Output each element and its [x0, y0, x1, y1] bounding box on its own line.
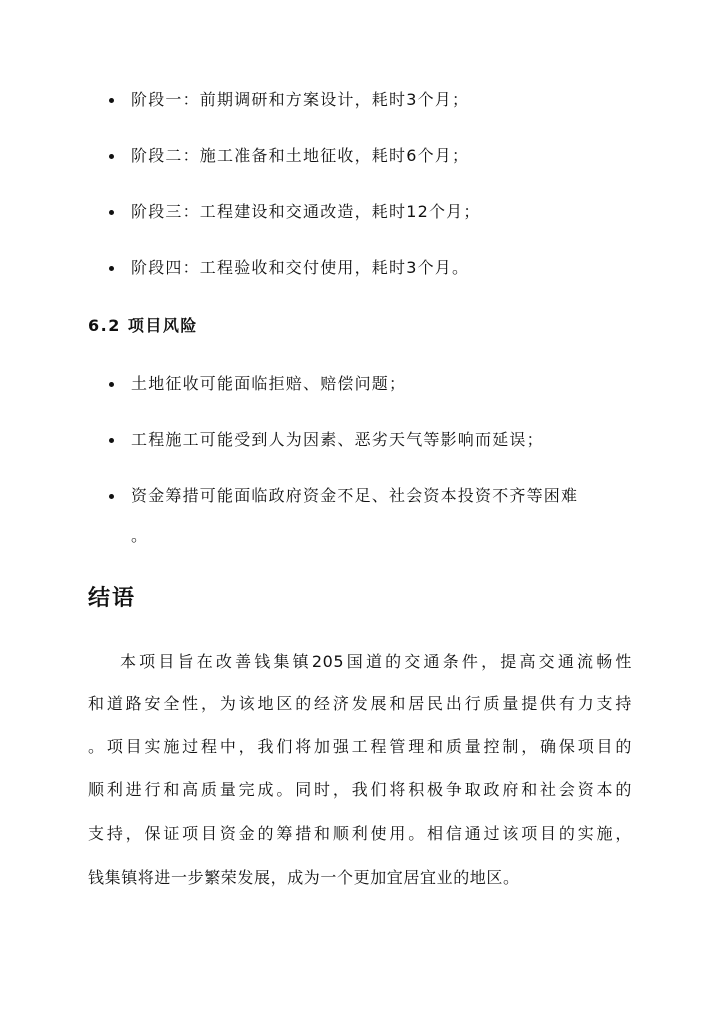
phase-text: 阶段二：施工准备和土地征收，耗时6个月；: [131, 146, 470, 165]
bullet-icon: [109, 494, 114, 499]
bullet-icon: [109, 210, 114, 215]
paragraph-line: 。项目实施过程中，我们将加强工程管理和质量控制，确保项目的: [88, 737, 632, 756]
bullet-icon: [109, 266, 114, 271]
bullet-icon: [109, 154, 114, 159]
phase-text: 阶段四：工程验收和交付使用，耗时3个月。: [131, 258, 470, 277]
list-item: [0, 198, 720, 226]
bullet-icon: [109, 438, 114, 443]
risk-text-continuation: 。: [131, 526, 149, 545]
list-item: [0, 254, 720, 282]
risk-text: 资金筹措可能面临政府资金不足、社会资本投资不齐等困难: [131, 486, 579, 505]
phase-text: 阶段三：工程建设和交通改造，耗时12个月；: [131, 202, 481, 221]
paragraph-line: 钱集镇将进一步繁荣发展，成为一个更加宜居宜业的地区。: [88, 868, 520, 887]
list-item: [0, 426, 720, 454]
phase-text: 阶段一：前期调研和方案设计，耗时3个月；: [131, 90, 470, 109]
list-item: [0, 370, 720, 398]
paragraph-line: 本项目旨在改善钱集镇205国道的交通条件，提高交通流畅性: [120, 652, 632, 671]
risk-text: 工程施工可能受到人为因素、恶劣天气等影响而延误；: [131, 430, 544, 449]
paragraph-line: 和道路安全性，为该地区的经济发展和居民出行质量提供有力支持: [88, 694, 632, 713]
risk-text: 土地征收可能面临拒赔、赔偿问题；: [131, 374, 407, 393]
bullet-icon: [109, 98, 114, 103]
list-item: [0, 142, 720, 170]
section-heading-conclusion: 结语: [88, 586, 137, 611]
list-item: [0, 482, 720, 545]
paragraph-line: 支持，保证项目资金的筹措和顺利使用。相信通过该项目的实施，: [88, 824, 632, 843]
list-item: [0, 86, 720, 114]
section-heading-risks: 6.2 项目风险: [88, 316, 198, 335]
bullet-icon: [109, 382, 114, 387]
paragraph-line: 顺利进行和高质量完成。同时，我们将积极争取政府和社会资本的: [88, 780, 632, 799]
